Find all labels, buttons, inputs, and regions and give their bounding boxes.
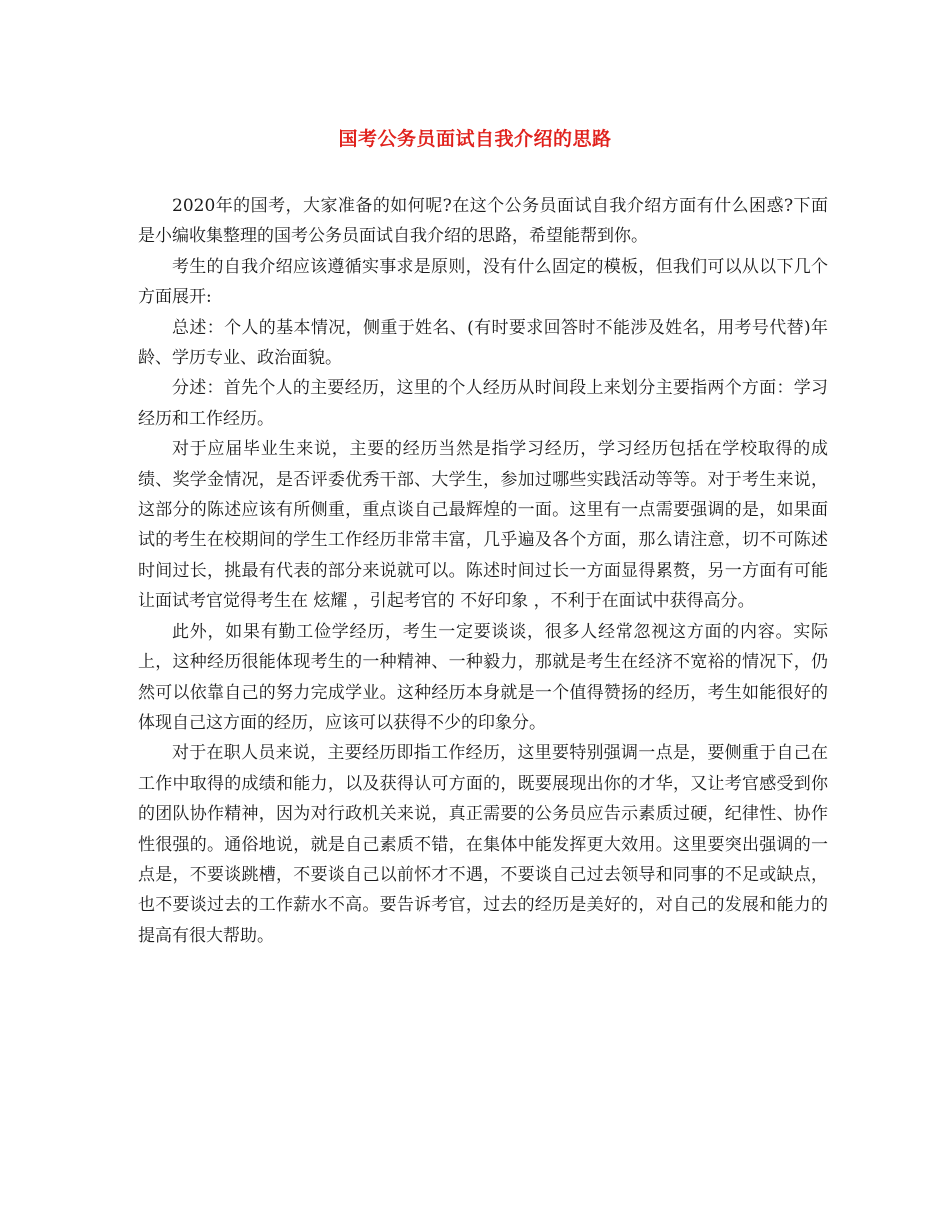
paragraph-principle: 考生的自我介绍应该遵循实事求是原则，没有什么固定的模板，但我们可以从以下几个方面展开: [138, 256, 828, 308]
paragraph-graduates: 对于应届毕业生来说，主要的经历当然是指学习经历，学习经历包括在学校取得的成绩、奖学金情况，是否评委优秀干部、大学生，参加过哪些实践活动等等。对于考生来说，这部分的陈述应该有所侧重，重点谈自己最辉煌的一面。这里有一点需要强调的是，如果面试的考生在校期间的学生工作经历非常丰富，几乎遍及各个方面，那么请注意，切不可陈述时间过长，挑最有代表的部分来说就可以。陈述时间过长一方面显得累赘，另一方面有可能让面试考官觉得考生在 炫耀 ，引起考官的 不好印象 ，不利于在面试中获得高分。 [138, 439, 828, 612]
paragraph-employees: 对于在职人员来说，主要经历即指工作经历，这里要特别强调一点是，要侧重于自己在工作中取得的成绩和能力，以及获得认可方面的，既要展现出你的才华，又让考官感受到你的团队协作精神，因为对行政机关来说，真正需要的公务员应告示素质过硬，纪律性、协作性很强的。通俗地说，就是自己素质不错，在集体中能发挥更大效用。这里要突出强调的一点是，不要谈跳槽，不要谈自己以前怀才不遇，不要谈自己过去领导和同事的不足或缺点，也不要谈过去的工作薪水不高。要告诉考官，过去的经历是美好的，对自己的发展和能力的提高有很大帮助。 [138, 743, 828, 946]
page-title: 国考公务员面试自我介绍的思路 [338, 128, 612, 150]
paragraph-details: 分述：首先个人的主要经历，这里的个人经历从时间段上来划分主要指两个方面：学习经历和工作经历。 [138, 378, 828, 429]
document-body [138, 191, 828, 951]
paragraph-work-study: 此外，如果有勤工俭学经历，考生一定要谈谈，很多人经常忽视这方面的内容。实际上，这种经历很能体现考生的一种精神、一种毅力，那就是考生在经济不宽裕的情况下，仍然可以依靠自己的努力完成学业。这种经历本身就是一个值得赞扬的经历，考生如能很好的体现自己这方面的经历，应该可以获得不少的印象分。 [138, 621, 828, 733]
paragraph-intro: 2020年的国考，大家准备的如何呢?在这个公务员面试自我介绍方面有什么困惑?下面是小编收集整理的国考公务员面试自我介绍的思路，希望能帮到你。 [138, 196, 828, 247]
paragraph-overview: 总述：个人的基本情况，侧重于姓名、(有时要求回答时不能涉及姓名，用考号代替)年龄、学历专业、政治面貌。 [138, 317, 828, 369]
